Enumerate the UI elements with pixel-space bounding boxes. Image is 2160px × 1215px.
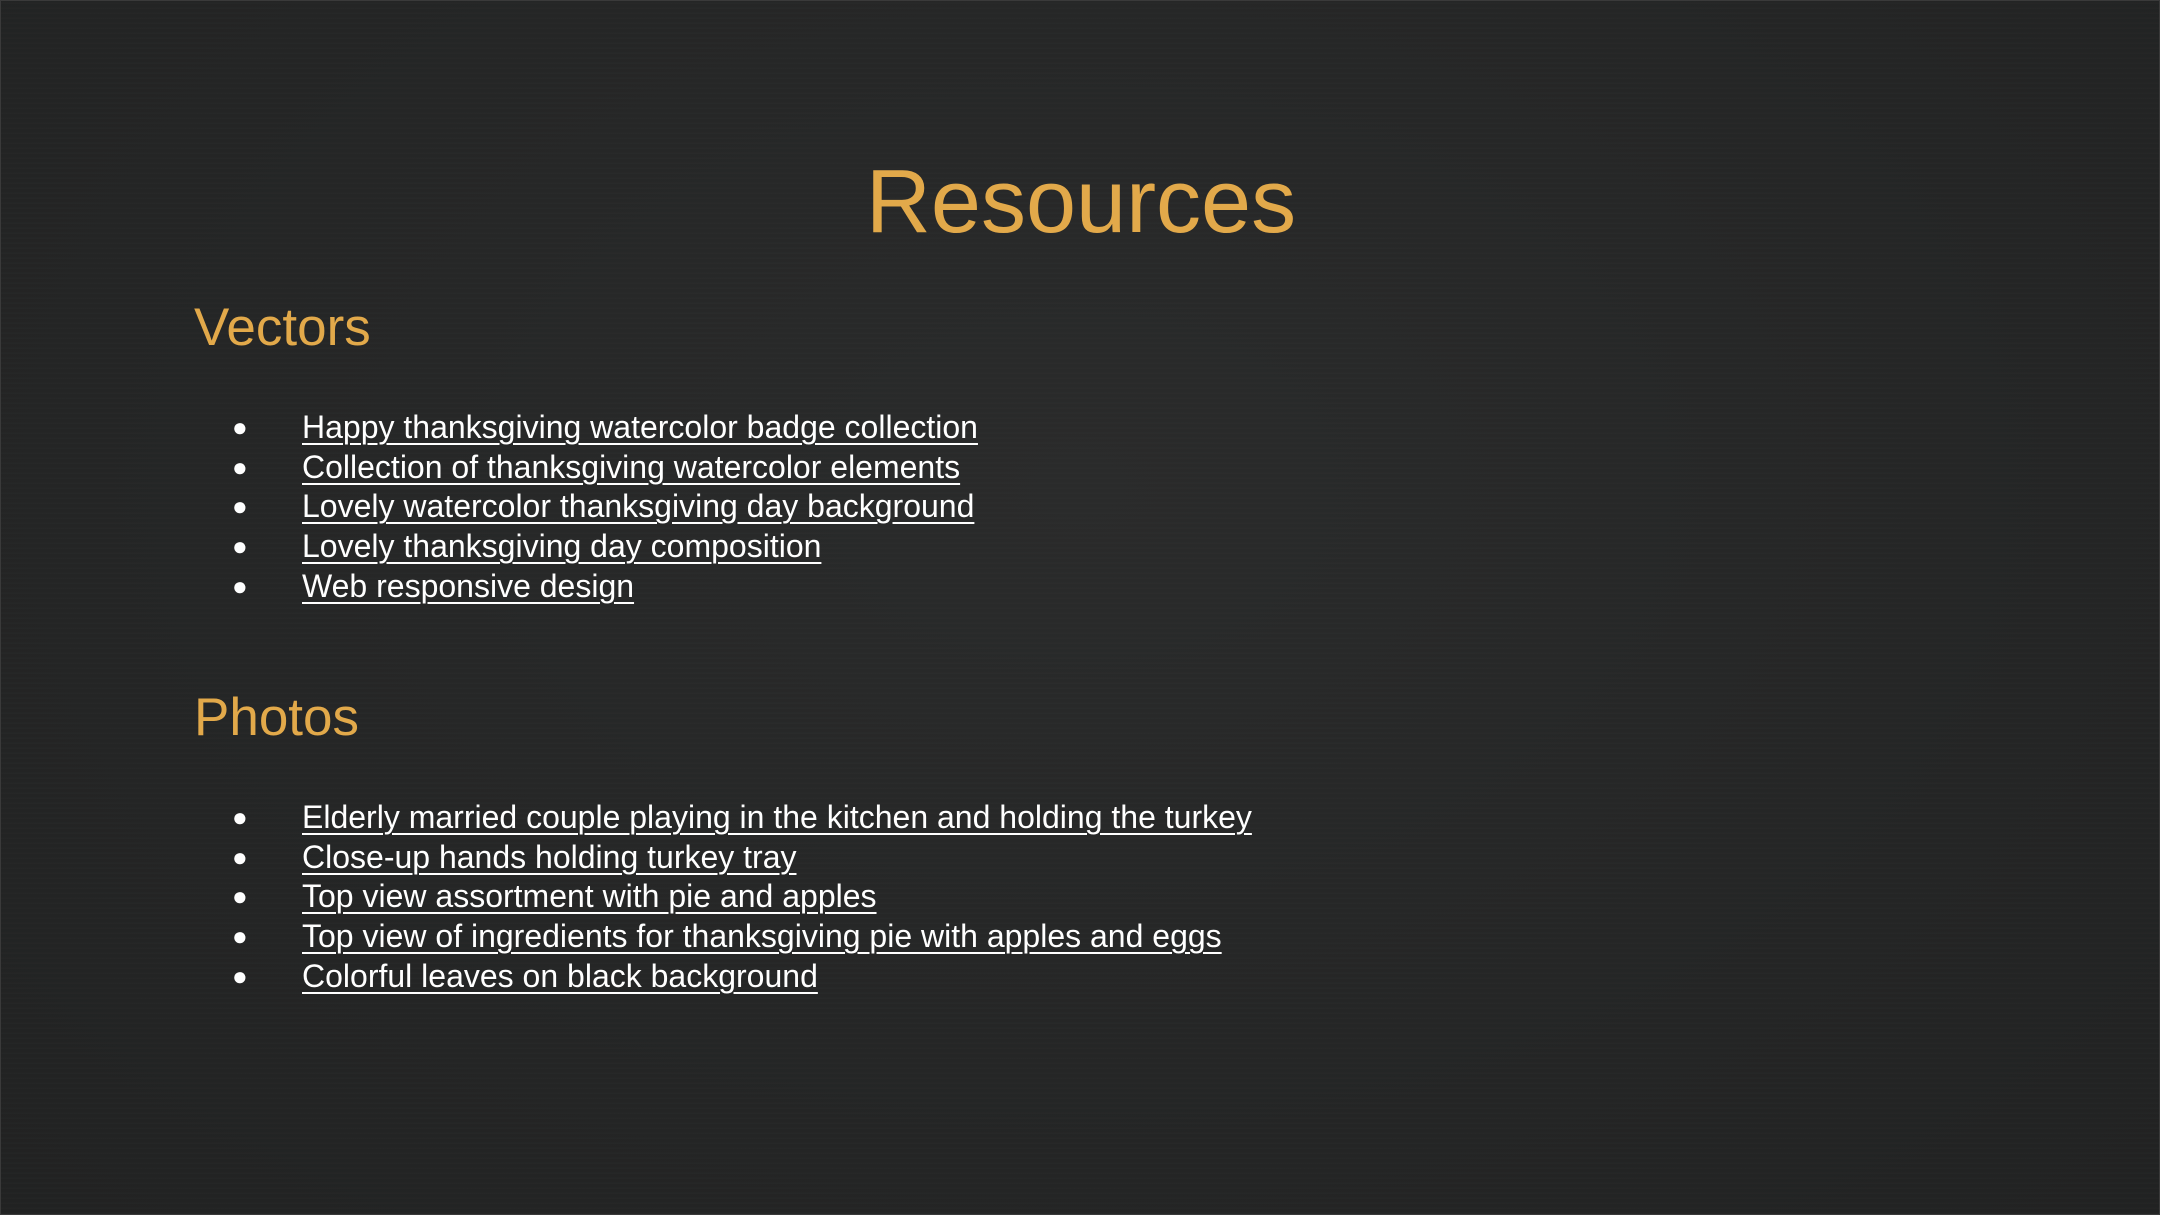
bullet-icon: ● xyxy=(232,960,248,991)
bullet-icon: ● xyxy=(232,570,248,601)
bullet-icon: ● xyxy=(232,451,248,482)
vector-link-web-responsive[interactable]: Web responsive design xyxy=(302,567,635,604)
bullet-icon: ● xyxy=(232,921,248,952)
bullet-icon: ● xyxy=(232,841,248,872)
vector-link-watercolor-elements[interactable]: Collection of thanksgiving watercolor elements xyxy=(302,448,961,485)
bullet-icon: ● xyxy=(232,412,248,442)
photo-link-pie-ingredients[interactable]: Top view of ingredients for thanksgiving pie with apples and eggs xyxy=(302,918,1222,955)
vector-link-badge-collection[interactable]: Happy thanksgiving watercolor badge collection xyxy=(302,409,978,445)
bullet-icon: ● xyxy=(232,802,248,832)
bullet-icon: ● xyxy=(232,531,248,562)
slide-title: Resources xyxy=(865,152,1297,252)
vectors-heading: Vectors xyxy=(194,298,371,357)
photo-link-colorful-leaves[interactable]: Colorful leaves on black background xyxy=(302,957,818,994)
vector-link-day-background[interactable]: Lovely watercolor thanksgiving day background xyxy=(302,488,975,525)
photo-link-turkey-tray[interactable]: Close-up hands holding turkey tray xyxy=(302,838,797,875)
photo-link-elderly-couple[interactable]: Elderly married couple playing in the kitchen and holding the turkey xyxy=(302,799,1252,835)
vector-link-day-composition[interactable]: Lovely thanksgiving day composition xyxy=(302,528,822,565)
bullet-icon: ● xyxy=(232,881,248,912)
bullet-icon: ● xyxy=(232,491,248,522)
photos-heading: Photos xyxy=(194,688,360,747)
photo-link-pie-apples[interactable]: Top view assortment with pie and apples xyxy=(302,878,877,915)
